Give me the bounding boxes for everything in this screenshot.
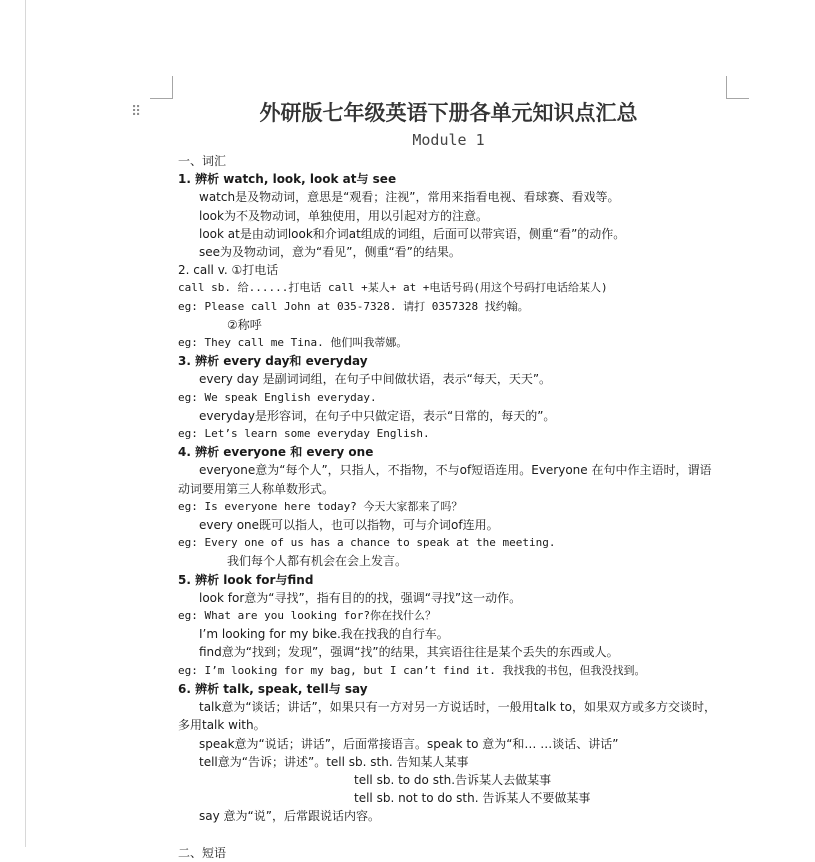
document-line: 4. 辨析 everyone 和 every one (178, 445, 374, 460)
document-line: every day 是副词词组，在句子中间做状语，表示“每天，天天”。 (199, 372, 552, 387)
document-line: look at是由动词look和介词at组成的词组，后面可以带宾语，侧重“看”的动作。 (199, 226, 626, 241)
document-line: eg: I’m looking for my bag, but I can’t find it. 我找我的书包，但我没找到。 (178, 663, 646, 677)
document-line: 二、短语 (178, 845, 227, 860)
document-line: tell意为“告诉；讲述”。tell sb. sth. 告知某人某事 (199, 754, 469, 769)
document-line: speak意为“说话；讲话”，后面常接语言。speak to 意为“和… …谈话、讲话” (199, 736, 619, 751)
document-line: watch是及物动词，意思是“观看；注视”，常用来指看电视、看球赛、看戏等。 (199, 190, 620, 205)
document-line: 2. call v. ①打电话 (178, 263, 279, 278)
document-line: everyday是形容词，在句子中只做定语，表示“日常的，每天的”。 (199, 408, 556, 423)
document-line: find意为“找到；发现”，强调“找”的结果，其宾语往往是某个丢失的东西或人。 (199, 645, 619, 660)
document-line: eg: Please call John at 035-7328. 请打 0357328 找约翰。 (178, 299, 529, 313)
document-line: 1. 辨析 watch, look, look at与 see (178, 172, 397, 187)
document-line: 我们每个人都有机会在会上发言。 (227, 554, 408, 569)
document-line: eg: What are you looking for?你在找什么？ (178, 609, 437, 623)
document-line: look为不及物动词，单独使用，用以引起对方的注意。 (199, 208, 488, 223)
document-line: 3. 辨析 every day和 everyday (178, 354, 368, 369)
document-title: 外研版七年级英语下册各单元知识点汇总 (259, 100, 638, 125)
document-line: say 意为“说”，后常跟说话内容。 (199, 809, 380, 824)
document-line: tell sb. not to do sth. 告诉某人不要做某事 (354, 791, 591, 806)
document-line: tell sb. to do sth.告诉某人去做某事 (354, 772, 552, 787)
document-line: eg: Let’s learn some everyday English. (178, 427, 430, 441)
document-line: eg: We speak English everyday. (178, 390, 377, 404)
document-line: 6. 辨析 talk, speak, tell与 say (178, 681, 368, 696)
document-body[interactable] (178, 152, 723, 862)
document-line (178, 826, 723, 844)
document-line: eg: They call me Tina. 他们叫我蒂娜。 (178, 336, 408, 350)
document-line: 一、词汇 (178, 154, 227, 168)
document-subtitle: Module 1 (412, 131, 485, 149)
margin-corner-top-left (150, 76, 173, 99)
document-line: eg: Every one of us has a chance to speak at the meeting. (178, 536, 556, 550)
document-line: eg: Is everyone here today? 今天大家都来了吗？ (178, 499, 463, 513)
document-line: 5. 辨析 look for与find (178, 572, 314, 587)
document-line: I’m looking for my bike.我在找我的自行车。 (199, 627, 449, 642)
table-move-handle-icon[interactable]: ⠿ (131, 104, 140, 120)
document-line: look for意为“寻找”，指有目的的找，强调“寻找”这一动作。 (199, 590, 522, 605)
document-line: everyone意为“每个人”，只指人，不指物，不与of短语连用。Everyone 在句中作主语时，谓语动词要用第三人称单数形式。 (178, 463, 712, 496)
document-line: see为及物动词，意为“看见”，侧重“看”的结果。 (199, 245, 461, 260)
document-line: ②称呼 (227, 317, 262, 332)
document-line: talk意为“谈话；讲话”，如果只有一方对另一方说话时，一般用talk to，如果双方或多方交谈时，多用talk with。 (178, 700, 716, 733)
document-line: every one既可以指人，也可以指物，可与介词of连用。 (199, 518, 499, 533)
document-page (25, 0, 815, 860)
margin-corner-top-right (726, 76, 749, 99)
document-line: call sb. 给......打电话 call +某人+ at +电话号码(用这个号码打电话给某人) (178, 281, 608, 295)
